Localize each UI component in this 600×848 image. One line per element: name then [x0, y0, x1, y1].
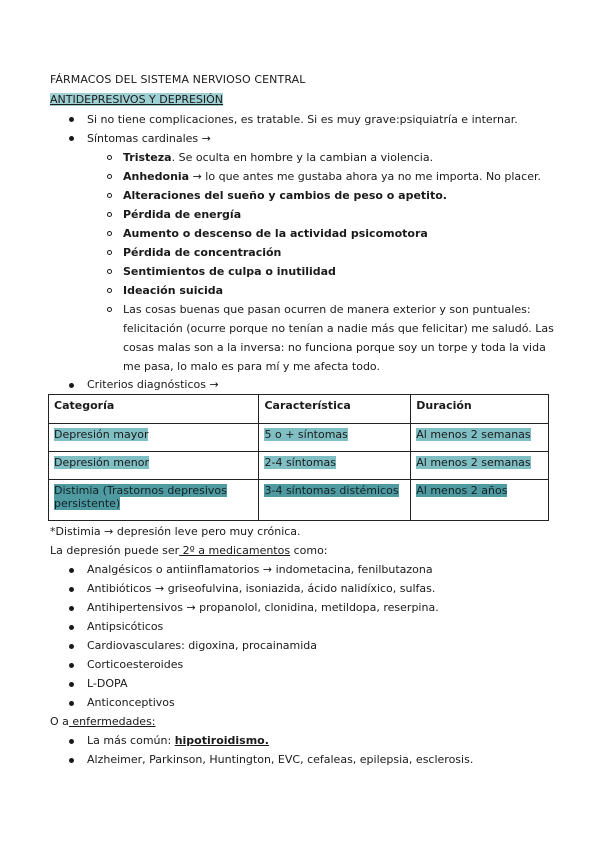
- criteria-table: [48, 394, 549, 521]
- bullet-dot: [69, 625, 74, 630]
- disease-intro: [50, 712, 156, 731]
- med-item: Antibióticos → griseofulvina, isoniazida, ácido nalidíxico, sulfas.: [87, 582, 436, 595]
- sub-bullet-ring: [107, 231, 112, 236]
- table-row: [49, 480, 549, 521]
- bullet-dot: [69, 758, 74, 763]
- bullet-dot: [69, 136, 74, 141]
- highlighted-text: Al menos 2 años: [416, 484, 508, 497]
- meds-intro-before: La depresión puede ser: [50, 544, 180, 557]
- table-cell: [49, 452, 259, 480]
- page-title: FÁRMACOS DEL SISTEMA NERVIOSO CENTRAL: [50, 73, 306, 86]
- symptom-bold: Pérdida de concentración: [123, 246, 282, 259]
- symptom-bold: Alteraciones del sueño y cambios de peso o apetito.: [123, 189, 447, 202]
- bullet-dot: [69, 606, 74, 611]
- table-row: [49, 424, 549, 452]
- med-item: Corticoesteroides: [87, 658, 184, 671]
- highlighted-text: Al menos 2 semanas: [416, 456, 531, 469]
- med-item: Antihipertensivos → propanolol, clonidina, metildopa, reserpina.: [87, 601, 439, 614]
- med-item: Analgésicos o antiinflamatorios → indometacina, fenilbutazona: [87, 563, 433, 576]
- sub-bullet-ring: [107, 212, 112, 217]
- bullet-dot: [69, 644, 74, 649]
- bullet-text: Criterios diagnósticos →: [87, 378, 219, 391]
- highlighted-text: 2-4 síntomas: [264, 456, 336, 469]
- sub-bullet-ring: [107, 269, 112, 274]
- table-cell: [259, 480, 411, 521]
- highlighted-text: 5 o + síntomas: [264, 428, 348, 441]
- bullet-dot: [69, 739, 74, 744]
- disease-common-label: La más común:: [87, 734, 175, 747]
- symptom-item: [123, 281, 223, 300]
- section-heading: [50, 93, 223, 106]
- sub-bullet-ring: [107, 155, 112, 160]
- symptom-item: [123, 167, 541, 186]
- table-header-cell: Duración: [411, 395, 549, 424]
- symptom-bold: Sentimientos de culpa o inutilidad: [123, 265, 336, 278]
- disease-item: [87, 731, 269, 750]
- highlighted-text: Al menos 2 semanas: [416, 428, 531, 441]
- meds-intro-underlined: 2º a medicamentos: [179, 544, 291, 557]
- disease-intro-before: O a: [50, 715, 69, 728]
- symptom-bold: Anhedonia: [123, 170, 190, 183]
- table-cell: [411, 480, 549, 521]
- table-cell: [49, 424, 259, 452]
- highlighted-text: 3-4 síntomas distémicos: [264, 484, 399, 497]
- med-item: Cardiovasculares: digoxina, procainamida: [87, 639, 318, 652]
- meds-intro-after: como:: [290, 544, 328, 557]
- symptom-bold: Aumento o descenso de la actividad psicomotora: [123, 227, 428, 240]
- bullet-dot: [69, 682, 74, 687]
- bullet-text: Si no tiene complicaciones, es tratable. Si es muy grave:psiquiatría e internar.: [87, 113, 518, 126]
- symptom-bold: Ideación suicida: [123, 284, 224, 297]
- symptom-item: [123, 224, 428, 243]
- bullet-dot: [69, 701, 74, 706]
- highlighted-text: Depresión menor: [54, 456, 149, 469]
- table-cell: [259, 452, 411, 480]
- table-cell: [259, 424, 411, 452]
- highlighted-text: Distimia (Trastornos depresivos persistente): [54, 484, 227, 510]
- symptom-item: [123, 186, 447, 205]
- symptom-item: [123, 205, 241, 224]
- table-header-cell: Característica: [259, 395, 411, 424]
- symptom-bold: Pérdida de energía: [123, 208, 242, 221]
- med-item: L-DOPA: [87, 677, 128, 690]
- paragraph-line: felicitación (ocurre porque no tenían a nadie más que felicitar) me saludó. Las: [123, 322, 554, 335]
- sub-bullet-ring: [107, 174, 112, 179]
- bullet-dot: [69, 383, 74, 388]
- disease-item: Alzheimer, Parkinson, Huntington, EVC, cefaleas, epilepsia, esclerosis.: [87, 753, 474, 766]
- med-item: Antipsicóticos: [87, 620, 164, 633]
- bullet-dot: [69, 568, 74, 573]
- symptom-item: [123, 243, 281, 262]
- sub-bullet-ring: [107, 193, 112, 198]
- sub-bullet-ring: [107, 288, 112, 293]
- table-header-row: [49, 395, 549, 424]
- table-header-cell: Categoría: [49, 395, 259, 424]
- med-item: Anticonceptivos: [87, 696, 175, 709]
- disease-common-bold: hipotiroidismo.: [174, 734, 269, 747]
- paragraph-line: Las cosas buenas que pasan ocurren de manera exterior y son puntuales:: [123, 303, 531, 316]
- sub-bullet-ring: [107, 250, 112, 255]
- paragraph-line: cosas malas son a la inversa: no funciona porque soy un torpe y toda la vida: [123, 341, 546, 354]
- bullet-dot: [69, 663, 74, 668]
- bullet-text: Síntomas cardinales →: [87, 132, 211, 145]
- disease-intro-underlined: enfermedades:: [68, 715, 156, 728]
- table-cell: [411, 424, 549, 452]
- table-cell: [411, 452, 549, 480]
- section-heading-text: ANTIDEPRESIVOS Y DEPRESIÓN: [50, 93, 224, 106]
- table-cell: [49, 480, 259, 521]
- symptom-rest: . Se oculta en hombre y la cambian a violencia.: [171, 151, 434, 164]
- footnote: *Distimia → depresión leve pero muy crónica.: [50, 525, 301, 538]
- paragraph-line: me pasa, lo malo es para mí y me afecta todo.: [123, 360, 380, 373]
- symptom-bold: Tristeza: [123, 151, 172, 164]
- table-row: [49, 452, 549, 480]
- meds-intro: [50, 541, 328, 560]
- symptom-item: [123, 262, 336, 281]
- highlighted-text: Depresión mayor: [54, 428, 149, 441]
- symptom-rest: → lo que antes me gustaba ahora ya no me importa. No placer.: [189, 170, 542, 183]
- symptom-item: [123, 148, 433, 167]
- bullet-dot: [69, 587, 74, 592]
- sub-bullet-ring: [107, 307, 112, 312]
- bullet-dot: [69, 117, 74, 122]
